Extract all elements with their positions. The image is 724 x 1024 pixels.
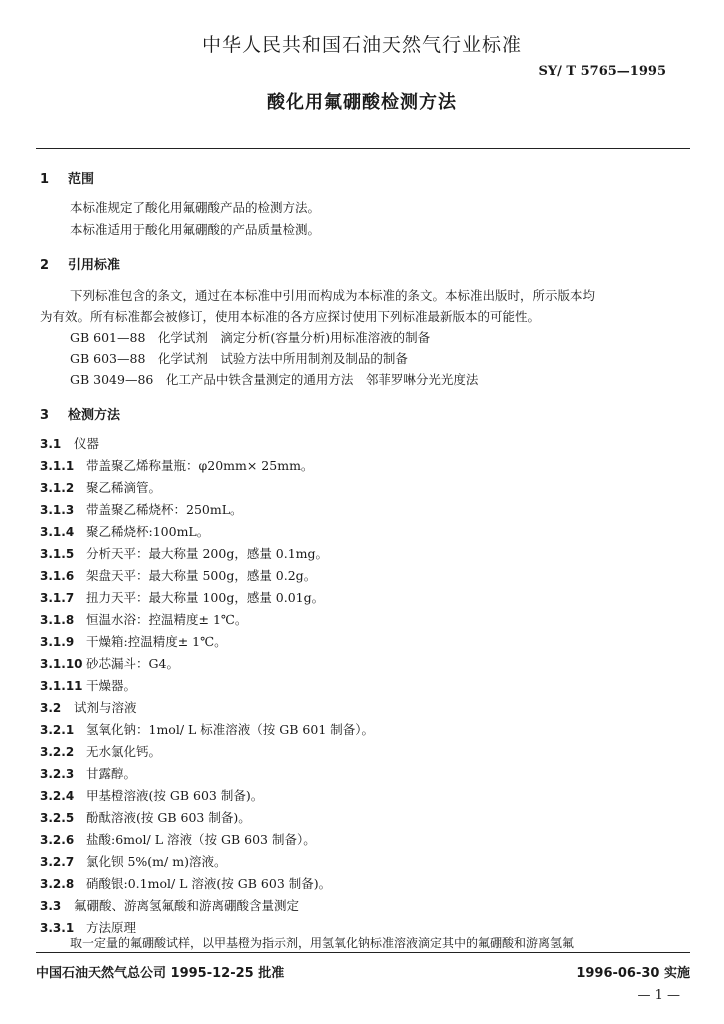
list-item: 3.1.3 带盖聚乙稀烧杯：250mL。 <box>40 502 243 517</box>
list-item: 3.1.1 带盖聚乙烯称量瓶：φ20mm× 25mm。 <box>40 458 314 473</box>
list-item: 3.1.10 砂芯漏斗：G4。 <box>40 656 179 671</box>
section-1-title: 范围 <box>68 172 95 187</box>
list-item: 3.1.4 聚乙稀烧杯:100mL。 <box>40 524 210 539</box>
section-2-heading <box>40 254 120 273</box>
subsection-3-1: 3.1 仪器 <box>40 436 100 451</box>
document-title: 酸化用氟硼酸检测方法 <box>267 92 457 113</box>
reference-gb-603: GB 603—88 化学试剂 试验方法中所用制剂及制品的制备 <box>70 351 408 366</box>
header-divider <box>36 148 690 149</box>
implementation-date: 1996-06-30 实施 <box>576 966 690 981</box>
section-1-paragraph-1: 本标准规定了酸化用氟硼酸产品的检测方法。 <box>70 200 321 215</box>
approval-date: 中国石油天然气总公司 1995-12-25 批准 <box>36 966 285 981</box>
section-3-number: 3 <box>40 408 50 423</box>
section-3-title: 检测方法 <box>68 408 121 423</box>
list-item: 3.2.7 氯化钡 5%(m/ m)溶液。 <box>40 854 227 869</box>
subsection-3-3-1: 3.3.1 方法原理 <box>40 920 137 935</box>
section-2-number: 2 <box>40 258 50 273</box>
list-item: 3.1.6 架盘天平：最大称量 500g，感量 0.2g。 <box>40 568 317 583</box>
method-principle-text: 取一定量的氟硼酸试样，以甲基橙为指示剂，用氢氧化钠标准溶液滴定其中的氟硼酸和游离氢氟 <box>70 936 575 950</box>
standard-code: SY/ T 5765—1995 <box>538 64 666 79</box>
list-item: 3.1.5 分析天平：最大称量 200g，感量 0.1mg。 <box>40 546 329 561</box>
list-item: 3.1.2 聚乙稀滴管。 <box>40 480 162 495</box>
list-item: 3.2.2 无水氯化钙。 <box>40 744 162 759</box>
reference-gb-3049: GB 3049—86 化工产品中铁含量测定的通用方法 邻菲罗啉分光光度法 <box>70 372 479 387</box>
list-item: 3.2.6 盐酸:6mol/ L 溶液（按 GB 603 制备）。 <box>40 832 316 847</box>
list-item: 3.2.1 氢氧化钠：1mol/ L 标准溶液（按 GB 601 制备）。 <box>40 722 374 737</box>
section-2-paragraph-line-1: 下列标准包含的条文，通过在本标准中引用而构成为本标准的条文。本标准出版时，所示版本均 <box>70 288 596 303</box>
standard-body-title: 中华人民共和国石油天然气行业标准 <box>201 34 522 56</box>
footer-divider <box>36 952 690 953</box>
subsection-3-3: 3.3 氟硼酸、游离氢氟酸和游离硼酸含量测定 <box>40 898 300 913</box>
section-2-title: 引用标准 <box>68 258 121 273</box>
list-item: 3.2.8 硝酸银:0.1mol/ L 溶液(按 GB 603 制备)。 <box>40 876 332 891</box>
list-item: 3.2.5 酚酞溶液(按 GB 603 制备)。 <box>40 810 251 825</box>
section-2-paragraph-line-2: 为有效。所有标准都会被修订，使用本标准的各方应探讨使用下列标准最新版本的可能性。 <box>40 309 541 324</box>
list-item: 3.2.3 甘露醇。 <box>40 766 137 781</box>
section-1-paragraph-2: 本标准适用于酸化用氟硼酸的产品质量检测。 <box>70 222 321 237</box>
page-number: — 1 — <box>637 988 680 1003</box>
section-1-heading <box>40 168 94 187</box>
reference-gb-601: GB 601—88 化学试剂 滴定分析(容量分析)用标准溶液的制备 <box>70 330 431 345</box>
list-item: 3.2.4 甲基橙溶液(按 GB 603 制备)。 <box>40 788 264 803</box>
list-item: 3.1.8 恒温水浴：控温精度± 1℃。 <box>40 612 248 627</box>
list-item: 3.1.7 扭力天平：最大称量 100g，感量 0.01g。 <box>40 590 325 605</box>
subsection-3-2: 3.2 试剂与溶液 <box>40 700 137 715</box>
section-1-number: 1 <box>40 172 50 187</box>
section-3-heading <box>40 404 120 423</box>
list-item: 3.1.11 干燥器。 <box>40 678 137 693</box>
list-item: 3.1.9 干燥箱:控温精度± 1℃。 <box>40 634 227 649</box>
